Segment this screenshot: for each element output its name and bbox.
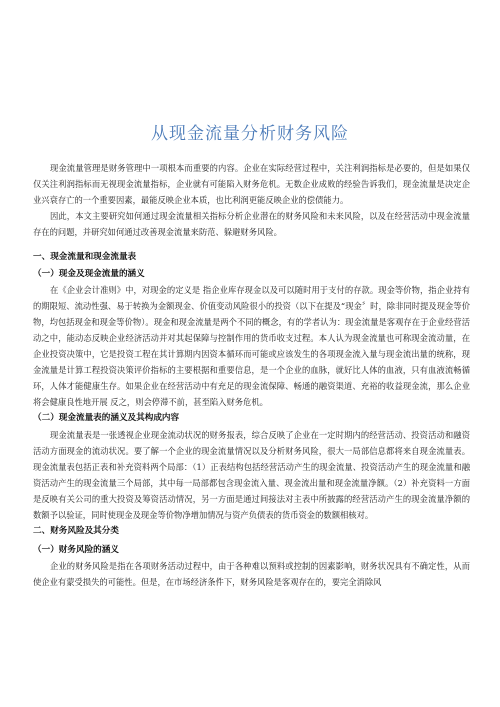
body-paragraph: 现金流量表是一张透视企业现金流动状况的财务报表，综合反映了企业在一定时期内的经营活动、投资活动和融资活动方面现金的流动状况。要了解一个企业的现金流量情况以及分析财务风险，很大一局部信息都将来自现金流量表。现金流量表包括正表和补充资料两个局部：（1）正表结构包括经营活动产生的现金流量、投资活动产生的现金流量和融资活动产生的现金流量三个局部，其中每一局部都包含现金流入量、现金流出量和现金流量净额。（2）补充资料一方面是反映有关公司的重大投资及筹资活动情况，另一方面是通过间接法对主表中所披露的经营活动产生的现金流量净额的数额予以验证，同时使现金及现金等价物净增加情况与资产负债表的货币资金的数额相核对。: [33, 429, 470, 520]
section-heading: 一、现金流量和现金流量表: [33, 252, 137, 263]
intro-paragraph: 现金流量管理是财务管理中一项根本而重要的内容。企业在实际经营过程中，关注利润指标是必要的，但是如果仅仅关注利润指标而无视现金流量指标，企业就有可能陷入财务危机。无数企业成败的经验告诉我们，现金流量是决定企业兴衰存亡的一个重要因素，最能反映企业本质，也比利润更能反映企业的偿债能力。: [33, 163, 470, 206]
page-title: 从现金流量分析财务风险: [151, 124, 349, 144]
body-paragraph: 在《企业会计准则》中，对现金的定义是 指企业库存现金以及可以随时用于支付的存款。现金等价物，指企业持有的期限短、流动性强、易于转换为金额现金、价值变动风险很小的投资（以下在提及“现金〞时，除非同时提及现金等价物，均包括现金和现金等价物）。现金和现金流量是两个不同的概念，有的学者认为：现金流量是客观存在于企业经营活动之中，能动态反映企业经济活动并对其起保障与控制作用的货币收支过程。本人认为现金流量也可称现金流动量，在企业投资决策中，它是投资工程在其计算期内因资本循环而可能或应该发生的各项现金流入量与现金流出量的统称，现金流量是计算工程投资决策评价指标的主要根据和重要信息，是一个企业的血脉，就好比人体的血液，只有血液流畅循环，人体才能健康生存。如果企业在经营活动中有充足的现金流保障、畅通的融资渠道、充裕的收益现金流，那么企业将会健康良性地开展 反之，则会停滞不前，甚至陷入财务危机。: [33, 284, 470, 408]
document-body: [33, 160, 470, 590]
subsection-heading: （二）现金流量表的涵义及其构成内容: [33, 413, 180, 424]
subsection-heading: （一）现金及现金流量的涵义: [33, 268, 145, 279]
section-heading: 二、财务风险及其分类: [33, 526, 119, 537]
intro-paragraph: 因此，本文主要研究如何通过现金流量相关指标分析企业潜在的财务风险和未来风险，以及在经营活动中现金流量存在的问题，并研究如何通过改善现金流量来防范、躲避财务风险。: [33, 211, 470, 238]
subsection-heading: （一）财务风险的涵义: [33, 545, 119, 556]
body-paragraph: 企业的财务风险是指在各项财务活动过程中，由于各种难以预料或控制的因素影响，财务状况具有不确定性，从而使企业有蒙受损失的可能性。但是，在市场经济条件下，财务风险是客观存在的，要完全消除风: [33, 561, 470, 588]
